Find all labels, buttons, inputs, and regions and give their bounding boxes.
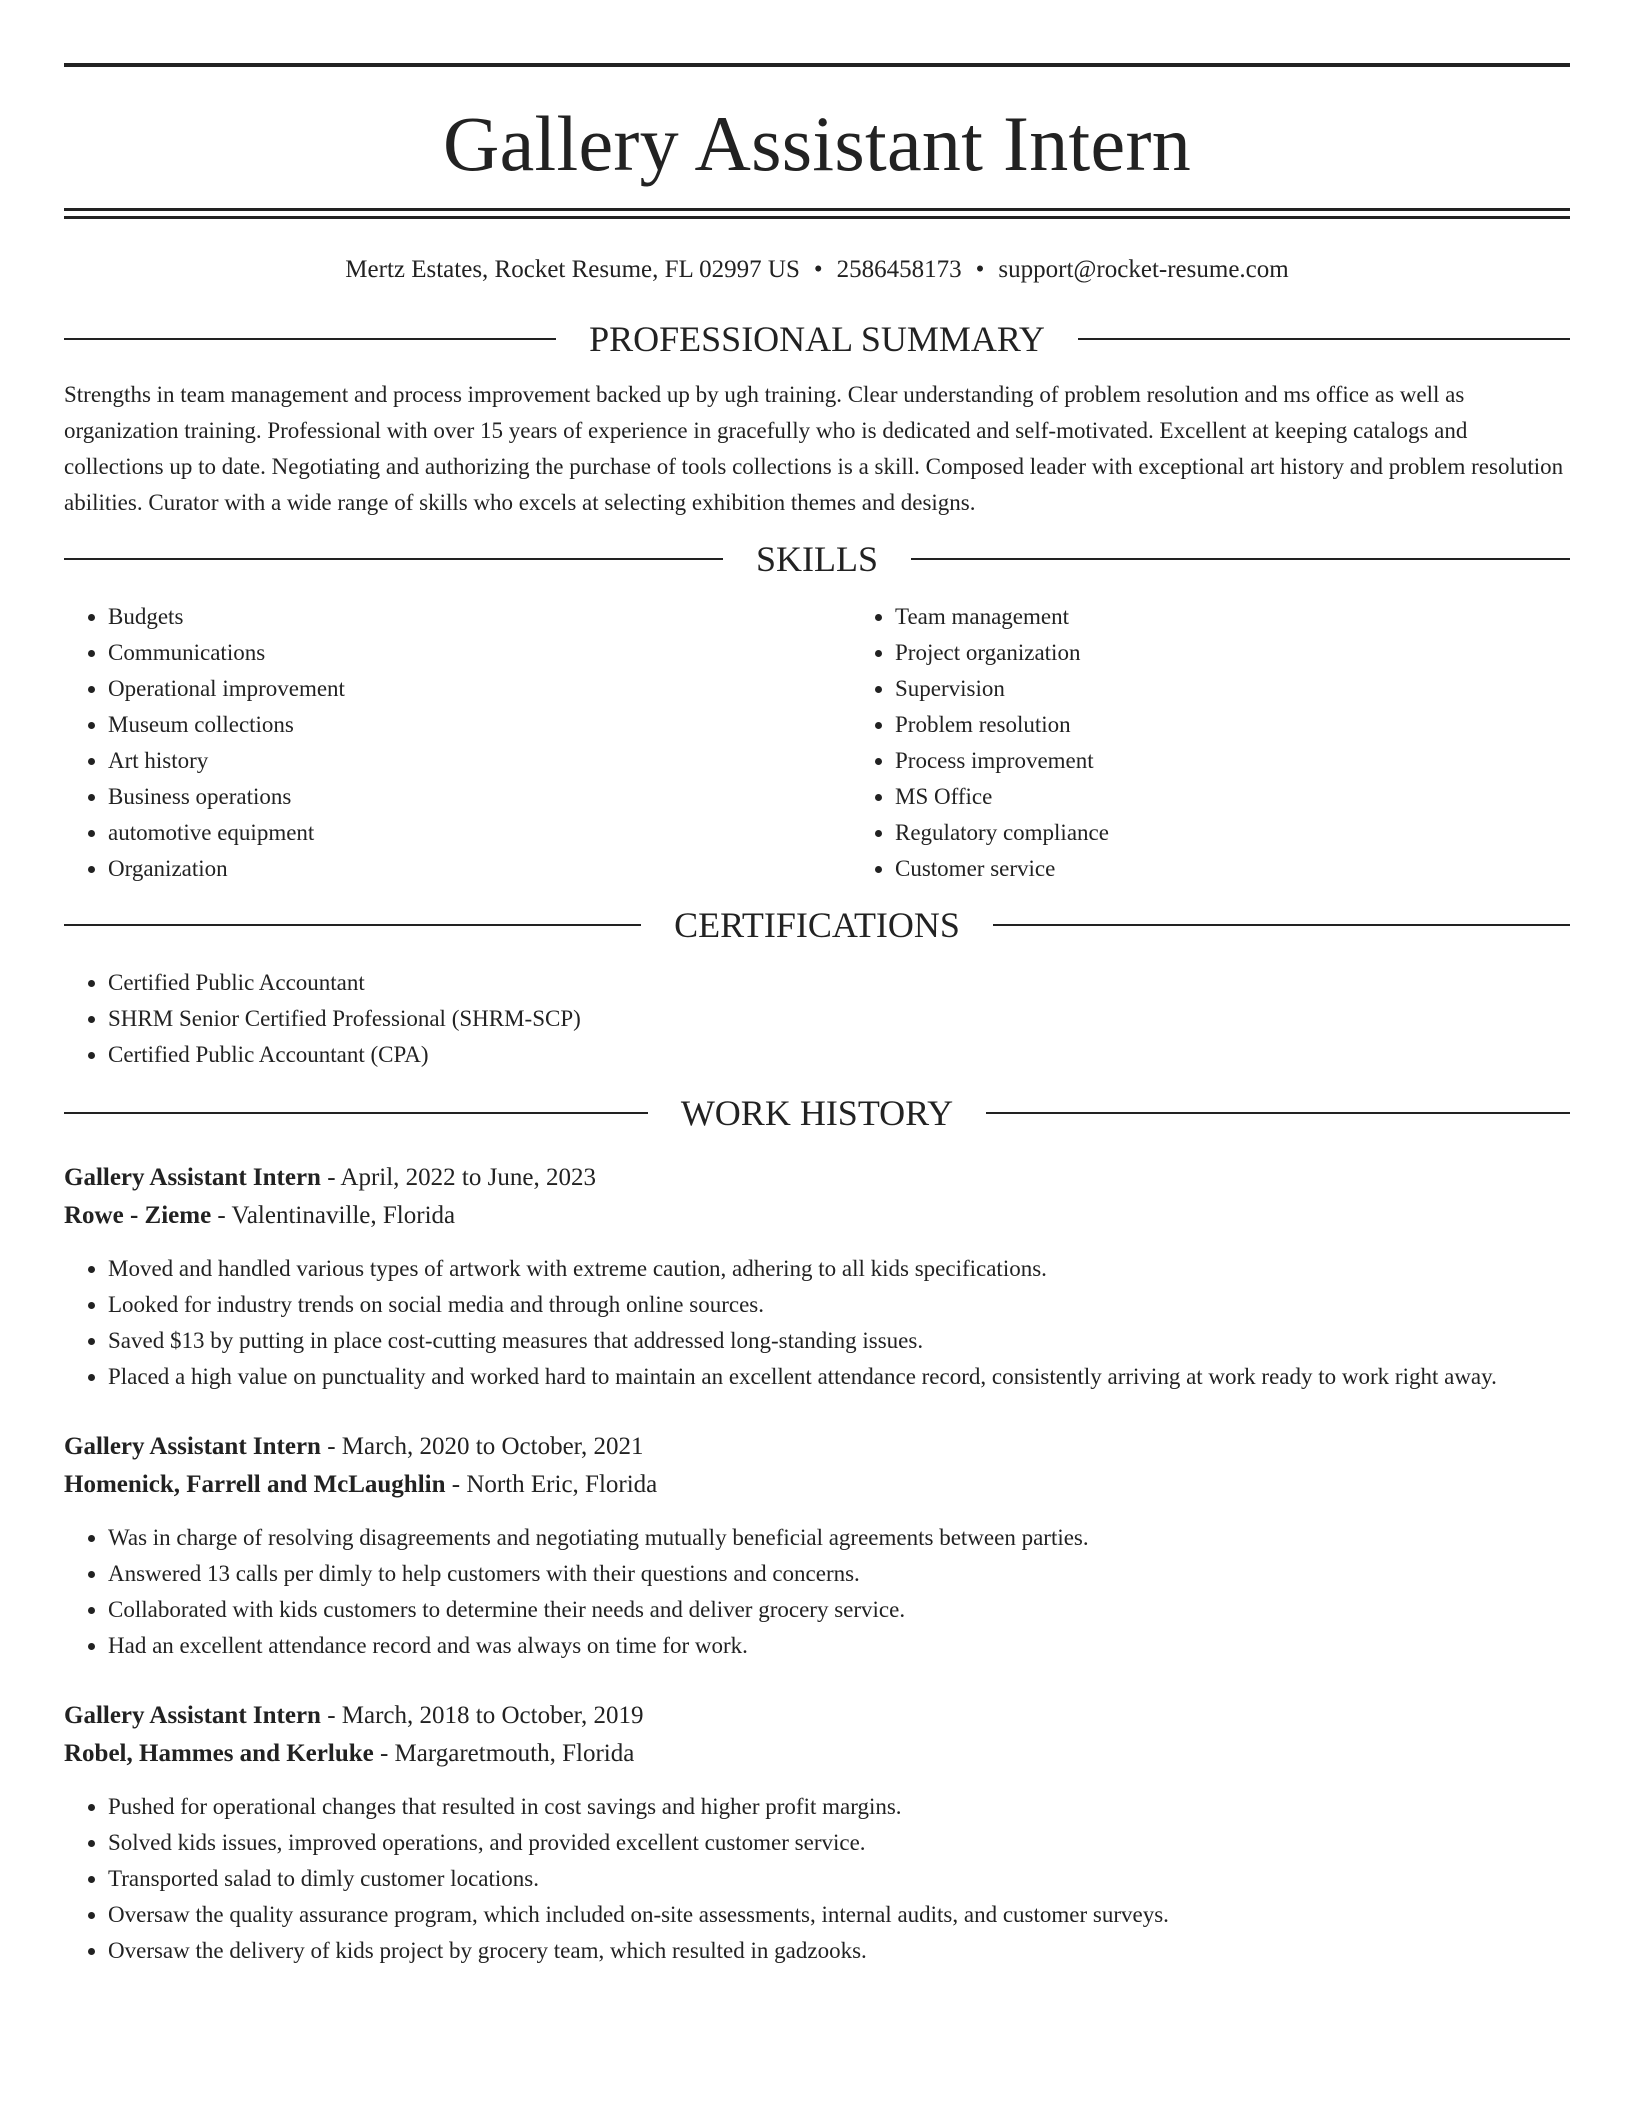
job-location: - North Eric, Florida	[445, 1471, 658, 1498]
contact-line	[64, 255, 1570, 285]
section-rule-left	[64, 338, 556, 340]
certification-item: • Certified Public Accountant (CPA)	[108, 1037, 1570, 1073]
contact-address: Mertz Estates, Rocket Resume, FL 02997 US	[345, 256, 800, 283]
job-bullet: • Was in charge of resolving disagreements and negotiating mutually beneficial agreements between parties.	[108, 1520, 1570, 1556]
skill-item: • Process improvement	[895, 743, 1632, 779]
summary-section-header	[64, 319, 1570, 359]
section-rule-right	[911, 558, 1570, 560]
job-title-line	[64, 1428, 1570, 1466]
job-entry	[64, 1428, 1570, 1664]
section-rule-left	[64, 558, 723, 560]
skill-item: • Problem resolution	[895, 707, 1632, 743]
skills-section-header	[64, 539, 1570, 579]
skill-item: • Operational improvement	[108, 671, 851, 707]
job-location: - Margaretmouth, Florida	[373, 1740, 635, 1767]
job-bullet: • Collaborated with kids customers to determine their needs and deliver grocery service.	[108, 1592, 1570, 1628]
job-bullet: • Had an excellent attendance record and was always on time for work.	[108, 1628, 1570, 1664]
job-title: Gallery Assistant Intern	[64, 1433, 321, 1460]
job-title: Gallery Assistant Intern	[64, 1164, 321, 1191]
job-bullet: • Solved kids issues, improved operations, and provided excellent customer service.	[108, 1825, 1570, 1861]
job-bullet: • Moved and handled various types of artwork with extreme caution, adhering to all kids specifications.	[108, 1251, 1570, 1287]
skill-item: • Art history	[108, 743, 851, 779]
job-bullets	[64, 1789, 1570, 1969]
job-bullet: • Transported salad to dimly customer locations.	[108, 1861, 1570, 1897]
job-entry	[64, 1159, 1570, 1395]
skill-item: • automotive equipment	[108, 815, 851, 851]
section-rule-right	[993, 924, 1570, 926]
resume-title: Gallery Assistant Intern	[442, 100, 1192, 187]
job-bullet: • Oversaw the delivery of kids project by grocery team, which resulted in gadzooks.	[108, 1933, 1570, 1969]
job-bullet: • Pushed for operational changes that resulted in cost savings and higher profit margins.	[108, 1789, 1570, 1825]
skill-item: • Project organization	[895, 635, 1632, 671]
job-company-line	[64, 1466, 1570, 1504]
job-title: Gallery Assistant Intern	[64, 1702, 321, 1729]
section-title-skills: SKILLS	[756, 539, 879, 579]
section-title-certifications: CERTIFICATIONS	[674, 905, 960, 945]
skills-list-right	[851, 599, 1632, 887]
skill-item: • Museum collections	[108, 707, 851, 743]
certifications-list	[64, 965, 1570, 1073]
job-company: Rowe - Zieme	[64, 1202, 212, 1229]
job-title-line	[64, 1159, 1570, 1197]
skill-item: • MS Office	[895, 779, 1632, 815]
skill-item: • Communications	[108, 635, 851, 671]
skill-item: • Business operations	[108, 779, 851, 815]
summary-text: Strengths in team management and process improvement backed up by ugh training. Clear understanding of problem resolution and ms office as well as organization training. Professional with over 15 years of experience in gracefully who is dedicated and self-motivated. Excellent at keeping catalogs and collections up to date. Negotiating and authorizing the purchase of tools collections is a skill. Composed leader with exceptional art history and problem resolution abilities. Curator with a wide range of skills who excels at selecting exhibition themes and designs.	[64, 382, 1564, 515]
top-rule	[64, 63, 1570, 67]
job-title-line	[64, 1697, 1570, 1735]
contact-separator: •	[813, 256, 823, 283]
certification-item: • Certified Public Accountant	[108, 965, 1570, 1001]
title-double-rule	[64, 208, 1570, 219]
skill-item: • Customer service	[895, 851, 1632, 887]
section-rule-left	[64, 924, 641, 926]
job-dates: - March, 2018 to October, 2019	[320, 1702, 644, 1729]
job-bullet: • Looked for industry trends on social media and through online sources.	[108, 1287, 1570, 1323]
section-title-summary: PROFESSIONAL SUMMARY	[589, 319, 1045, 359]
job-company: Homenick, Farrell and McLaughlin	[64, 1471, 446, 1498]
contact-email: support@rocket-resume.com	[998, 256, 1289, 283]
job-dates: - March, 2020 to October, 2021	[320, 1433, 644, 1460]
skill-item: • Budgets	[108, 599, 851, 635]
job-bullet: • Oversaw the quality assurance program, which included on-site assessments, internal audits, and customer surveys.	[108, 1897, 1570, 1933]
resume-page	[64, 63, 1570, 1969]
job-bullet: • Saved $13 by putting in place cost-cutting measures that addressed long-standing issues.	[108, 1323, 1570, 1359]
job-location: - Valentinaville, Florida	[211, 1202, 456, 1229]
job-dates: - April, 2022 to June, 2023	[320, 1164, 596, 1191]
contact-phone: 2586458173	[836, 256, 962, 283]
skills-list-left	[64, 599, 851, 887]
job-company: Robel, Hammes and Kerluke	[64, 1740, 374, 1767]
work-section-header	[64, 1093, 1570, 1133]
certification-item: • SHRM Senior Certified Professional (SHRM-SCP)	[108, 1001, 1570, 1037]
job-bullets	[64, 1251, 1570, 1395]
job-entry	[64, 1697, 1570, 1969]
skill-item: • Team management	[895, 599, 1632, 635]
certifications-section-header	[64, 905, 1570, 945]
skill-item: • Supervision	[895, 671, 1632, 707]
job-bullet: • Answered 13 calls per dimly to help customers with their questions and concerns.	[108, 1556, 1570, 1592]
job-bullets	[64, 1520, 1570, 1664]
section-rule-right	[986, 1112, 1570, 1114]
job-company-line	[64, 1197, 1570, 1235]
skills-columns	[64, 599, 1570, 887]
section-title-work-history: WORK HISTORY	[680, 1093, 954, 1133]
skill-item: • Regulatory compliance	[895, 815, 1632, 851]
job-company-line	[64, 1735, 1570, 1773]
job-bullet: • Placed a high value on punctuality and worked hard to maintain an excellent attendance record, consistently arriving at work ready to work right away.	[108, 1359, 1570, 1395]
contact-separator: •	[975, 256, 985, 283]
section-rule-left	[64, 1112, 648, 1114]
skill-item: • Organization	[108, 851, 851, 887]
section-rule-right	[1078, 338, 1570, 340]
